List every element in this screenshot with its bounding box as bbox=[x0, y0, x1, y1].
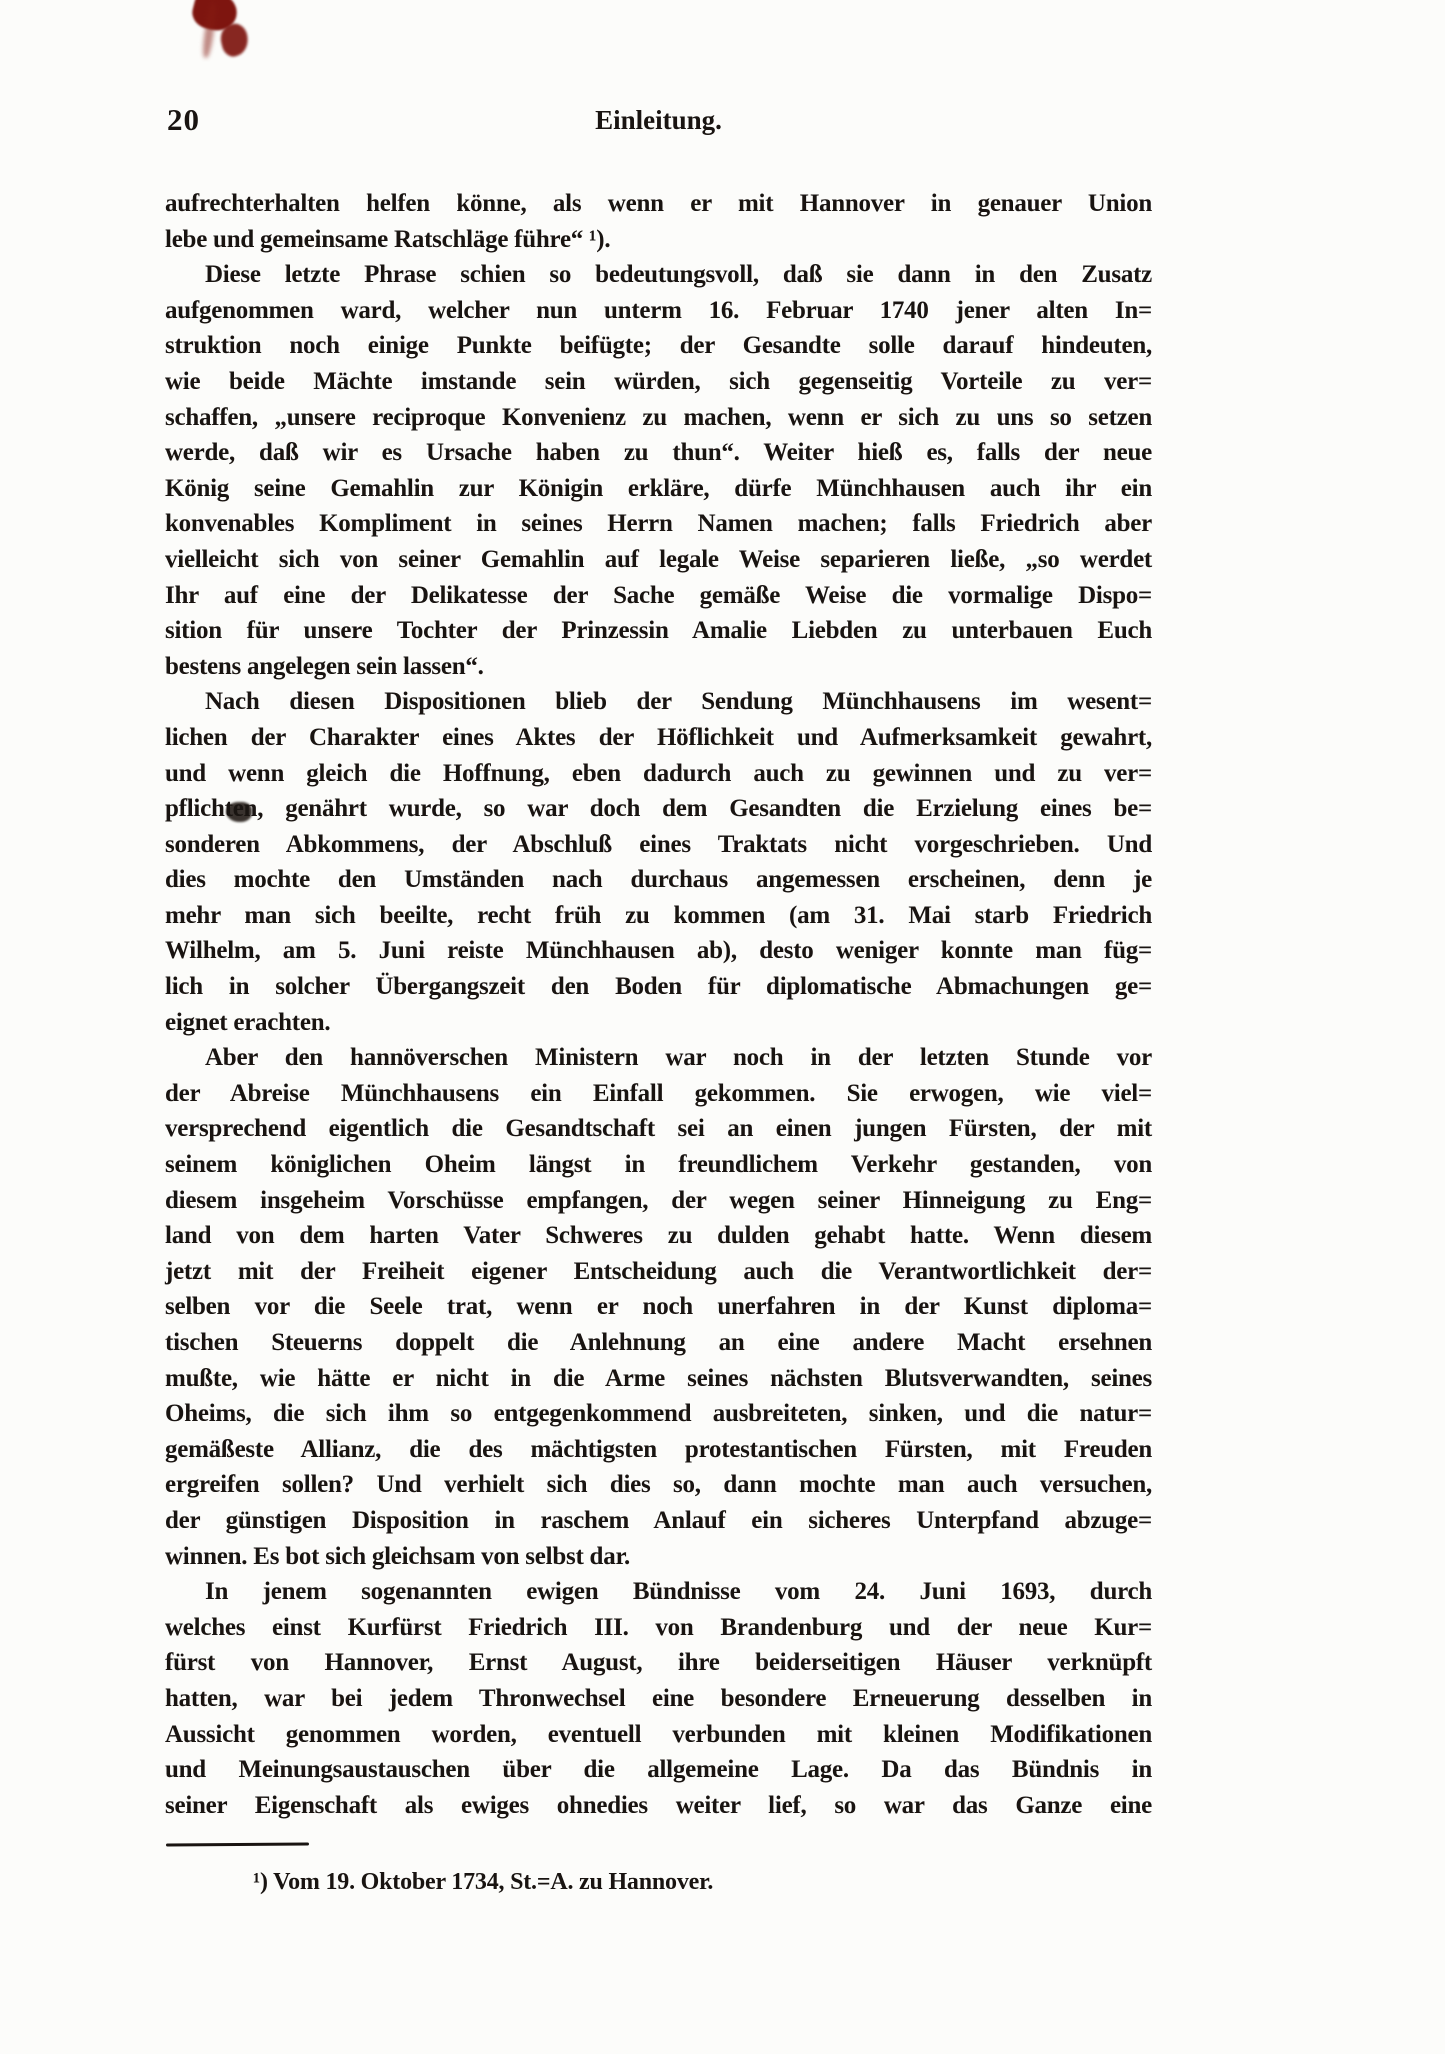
paragraph bbox=[165, 1040, 1152, 1574]
text-line: land von dem harten Vater Schweres zu dulden gehabt hatte. Wenn diesem bbox=[165, 1222, 1152, 1250]
text-line: aufgenommen ward, welcher nun unterm 16. Februar 1740 jener alten In= bbox=[165, 296, 1152, 324]
text-line: Wilhelm, am 5. Juni reiste Münchhausen ab), desto weniger konnte man füg= bbox=[165, 937, 1152, 965]
text-line: schaffen, „unsere reciproque Konvenienz zu machen, wenn er sich zu uns so setzen bbox=[165, 403, 1152, 431]
text-line: Ihr auf eine der Delikatesse der Sache gemäße Weise die vormalige Dispo= bbox=[165, 581, 1152, 609]
text-line: fürst von Hannover, Ernst August, ihre beiderseitigen Häuser verknüpft bbox=[165, 1649, 1152, 1677]
text-line: In jenem sogenannten ewigen Bündnisse vom 24. Juni 1693, durch bbox=[205, 1578, 1152, 1606]
text-line: pflichten, genährt wurde, so war doch dem Gesandten die Erzielung eines be= bbox=[165, 795, 1152, 823]
text-line: lebe und gemeinsame Ratschläge führe“ ¹). bbox=[165, 225, 611, 253]
text-line: gemäßeste Allianz, die des mächtigsten protestantischen Fürsten, mit Freuden bbox=[165, 1435, 1152, 1463]
text-line: Oheims, die sich ihm so entgegenkommend ausbreiteten, sinken, und die natur= bbox=[165, 1400, 1152, 1428]
scan-artifact-red-streak bbox=[201, 2, 218, 59]
page-header bbox=[165, 100, 1152, 142]
body-text bbox=[165, 186, 1152, 1823]
text-line: seinem königlichen Oheim längst in freundlichem Verkehr gestanden, von bbox=[165, 1151, 1152, 1179]
text-line: diesem insgeheim Vorschüsse empfangen, der wegen seiner Hinneigung zu Eng= bbox=[165, 1186, 1152, 1214]
footnote-separator-rule bbox=[166, 1843, 309, 1847]
paragraph bbox=[165, 186, 1152, 257]
page-number: 20 bbox=[167, 102, 200, 137]
text-line: seiner Eigenschaft als ewiges ohnedies weiter lief, so war das Ganze eine bbox=[165, 1791, 1152, 1819]
text-line: König seine Gemahlin zur Königin erkläre, dürfe Münchhausen auch ihr ein bbox=[165, 474, 1152, 502]
text-line: dies mochte den Umständen nach durchaus angemessen erscheinen, denn je bbox=[165, 866, 1152, 894]
paragraph bbox=[165, 684, 1152, 1040]
scan-artifact-red-mark bbox=[218, 21, 252, 59]
text-line: sition für unsere Tochter der Prinzessin Amalie Liebden zu unterbauen Euch bbox=[165, 617, 1152, 645]
text-line: sonderen Abkommens, der Abschluß eines Traktats nicht vorgeschrieben. Und bbox=[165, 830, 1152, 858]
text-line: hatten, war bei jedem Thronwechsel eine besondere Erneuerung desselben in bbox=[165, 1684, 1152, 1712]
footnote: ¹) Vom 19. Oktober 1734, St.=A. zu Hannover. bbox=[253, 1869, 714, 1895]
text-line: Nach diesen Dispositionen blieb der Sendung Münchhausens im wesent= bbox=[205, 688, 1152, 716]
text-line: Diese letzte Phrase schien so bedeutungsvoll, daß sie dann in den Zusatz bbox=[205, 261, 1152, 289]
text-line: der günstigen Disposition in raschem Anlauf ein sicheres Unterpfand abzuge= bbox=[165, 1506, 1152, 1534]
text-line: selben vor die Seele trat, wenn er noch unerfahren in der Kunst diploma= bbox=[165, 1293, 1152, 1321]
text-line: jetzt mit der Freiheit eigener Entscheidung auch die Verantwortlichkeit der= bbox=[165, 1257, 1152, 1285]
text-line: versprechend eigentlich die Gesandtschaft sei an einen jungen Fürsten, der mit bbox=[165, 1115, 1152, 1143]
text-line: konvenables Kompliment in seines Herrn Namen machen; falls Friedrich aber bbox=[165, 510, 1152, 538]
text-line: bestens angelegen sein lassen“. bbox=[165, 652, 484, 680]
text-line: und wenn gleich die Hoffnung, eben dadurch auch zu gewinnen und zu ver= bbox=[165, 759, 1152, 787]
text-line: und Meinungsaustauschen über die allgemeine Lage. Da das Bündnis in bbox=[165, 1756, 1152, 1784]
text-line: lichen der Charakter eines Aktes der Höflichkeit und Aufmerksamkeit gewahrt, bbox=[165, 723, 1152, 751]
running-head: Einleitung. bbox=[595, 105, 722, 135]
text-line: aufrechterhalten helfen könne, als wenn er mit Hannover in genauer Union bbox=[165, 190, 1152, 217]
text-line: Aber den hannöverschen Ministern war noch in der letzten Stunde vor bbox=[205, 1044, 1152, 1072]
scan-artifact-red-mark bbox=[189, 0, 241, 35]
text-line: mußte, wie hätte er nicht in die Arme seines nächsten Blutsverwandten, seines bbox=[165, 1364, 1152, 1392]
text-line: der Abreise Münchhausens ein Einfall gekommen. Sie erwogen, wie viel= bbox=[165, 1079, 1152, 1107]
text-line: mehr man sich beeilte, recht früh zu kommen (am 31. Mai starb Friedrich bbox=[165, 901, 1152, 929]
text-line: eignet erachten. bbox=[165, 1008, 331, 1036]
text-line: ergreifen sollen? Und verhielt sich dies so, dann mochte man auch versuchen, bbox=[165, 1471, 1152, 1499]
paragraph bbox=[165, 1574, 1152, 1823]
text-line: wie beide Mächte imstande sein würden, sich gegenseitig Vorteile zu ver= bbox=[165, 367, 1152, 395]
text-line: welches einst Kurfürst Friedrich III. von Brandenburg und der neue Kur= bbox=[165, 1613, 1152, 1641]
text-line: struktion noch einige Punkte beifügte; der Gesandte solle darauf hindeuten, bbox=[165, 332, 1152, 360]
text-line: vielleicht sich von seiner Gemahlin auf legale Weise separieren ließe, „so werdet bbox=[165, 545, 1152, 573]
text-line: winnen. Es bot sich gleichsam von selbst dar. bbox=[165, 1542, 630, 1570]
text-line: tischen Steuerns doppelt die Anlehnung an eine andere Macht ersehnen bbox=[165, 1329, 1152, 1356]
text-line: Aussicht genommen worden, eventuell verbunden mit kleinen Modifikationen bbox=[165, 1720, 1152, 1748]
text-line: werde, daß wir es Ursache haben zu thun“. Weiter hieß es, falls der neue bbox=[165, 439, 1152, 467]
paragraph bbox=[165, 257, 1152, 684]
text-line: lich in solcher Übergangszeit den Boden für diplomatische Abmachungen ge= bbox=[165, 973, 1152, 1001]
